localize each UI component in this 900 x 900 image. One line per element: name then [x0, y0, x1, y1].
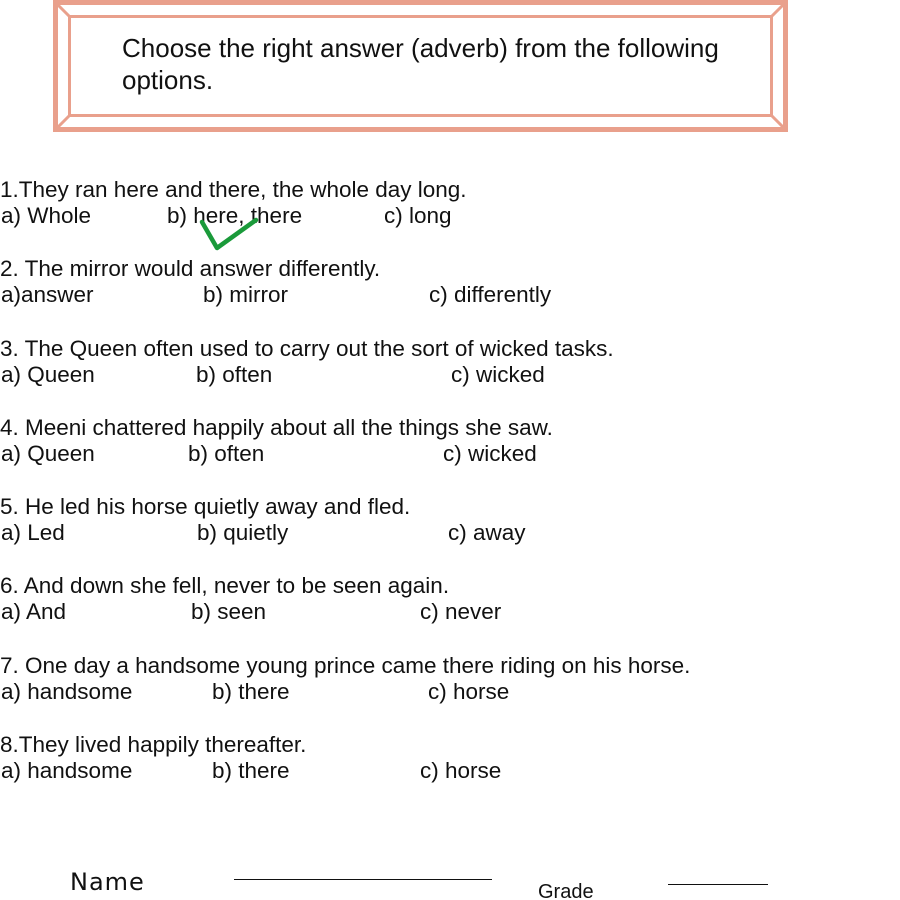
option-c[interactable]: c) horse [428, 679, 510, 704]
option-b[interactable]: b) mirror [203, 282, 288, 307]
option-b[interactable]: b) often [188, 441, 265, 466]
question-options [0, 520, 900, 546]
question-4 [0, 415, 900, 467]
question-options [0, 441, 900, 467]
option-a[interactable]: a)answer [1, 282, 94, 307]
question-options [0, 679, 900, 705]
option-a[interactable]: a) handsome [1, 679, 133, 704]
option-a[interactable]: a) Led [1, 520, 65, 545]
option-b[interactable]: b) often [196, 362, 273, 387]
option-b[interactable]: b) here, there [167, 203, 303, 228]
question-stem: 6. And down she fell, never to be seen again. [0, 573, 450, 598]
option-b[interactable]: b) seen [191, 599, 267, 624]
option-c[interactable]: c) away [448, 520, 526, 545]
option-a[interactable]: a) And [1, 599, 67, 624]
question-6 [0, 573, 900, 625]
question-8 [0, 732, 900, 784]
option-c[interactable]: c) never [420, 599, 502, 624]
option-c[interactable]: c) horse [420, 758, 502, 783]
question-stem: 2. The mirror would answer differently. [0, 256, 381, 281]
grade-label: Grade [538, 881, 594, 900]
option-b[interactable]: b) there [212, 679, 290, 704]
question-stem: 8.They lived happily thereafter. [0, 732, 307, 757]
option-c[interactable]: c) wicked [443, 441, 537, 466]
check-mark-icon [198, 212, 260, 256]
question-2 [0, 256, 900, 308]
question-options [0, 203, 900, 229]
option-c[interactable]: c) long [384, 203, 452, 228]
question-options [0, 282, 900, 308]
question-stem: 4. Meeni chattered happily about all the things she saw. [0, 415, 553, 440]
option-b[interactable]: b) there [212, 758, 290, 783]
option-c[interactable]: c) wicked [451, 362, 545, 387]
instruction-text: Choose the right answer (adverb) from the following options. [122, 33, 719, 95]
question-stem: 7. One day a handsome young prince came there riding on his horse. [0, 653, 691, 678]
question-options [0, 599, 900, 625]
question-5 [0, 494, 900, 546]
question-3 [0, 336, 900, 388]
name-input-line[interactable] [234, 879, 492, 880]
grade-input-line[interactable] [668, 884, 768, 885]
option-a[interactable]: a) Whole [1, 203, 92, 228]
question-options [0, 758, 900, 784]
option-a[interactable]: a) handsome [1, 758, 133, 783]
option-c[interactable]: c) differently [429, 282, 552, 307]
question-1 [0, 177, 900, 229]
question-stem: 1.They ran here and there, the whole day long. [0, 177, 467, 202]
question-options [0, 362, 900, 388]
instruction-box [53, 0, 788, 132]
name-label: Name [70, 868, 145, 896]
option-a[interactable]: a) Queen [1, 441, 95, 466]
question-stem: 5. He led his horse quietly away and fled. [0, 494, 411, 519]
question-7 [0, 653, 900, 705]
option-a[interactable]: a) Queen [1, 362, 95, 387]
option-b[interactable]: b) quietly [197, 520, 289, 545]
question-stem: 3. The Queen often used to carry out the sort of wicked tasks. [0, 336, 614, 361]
